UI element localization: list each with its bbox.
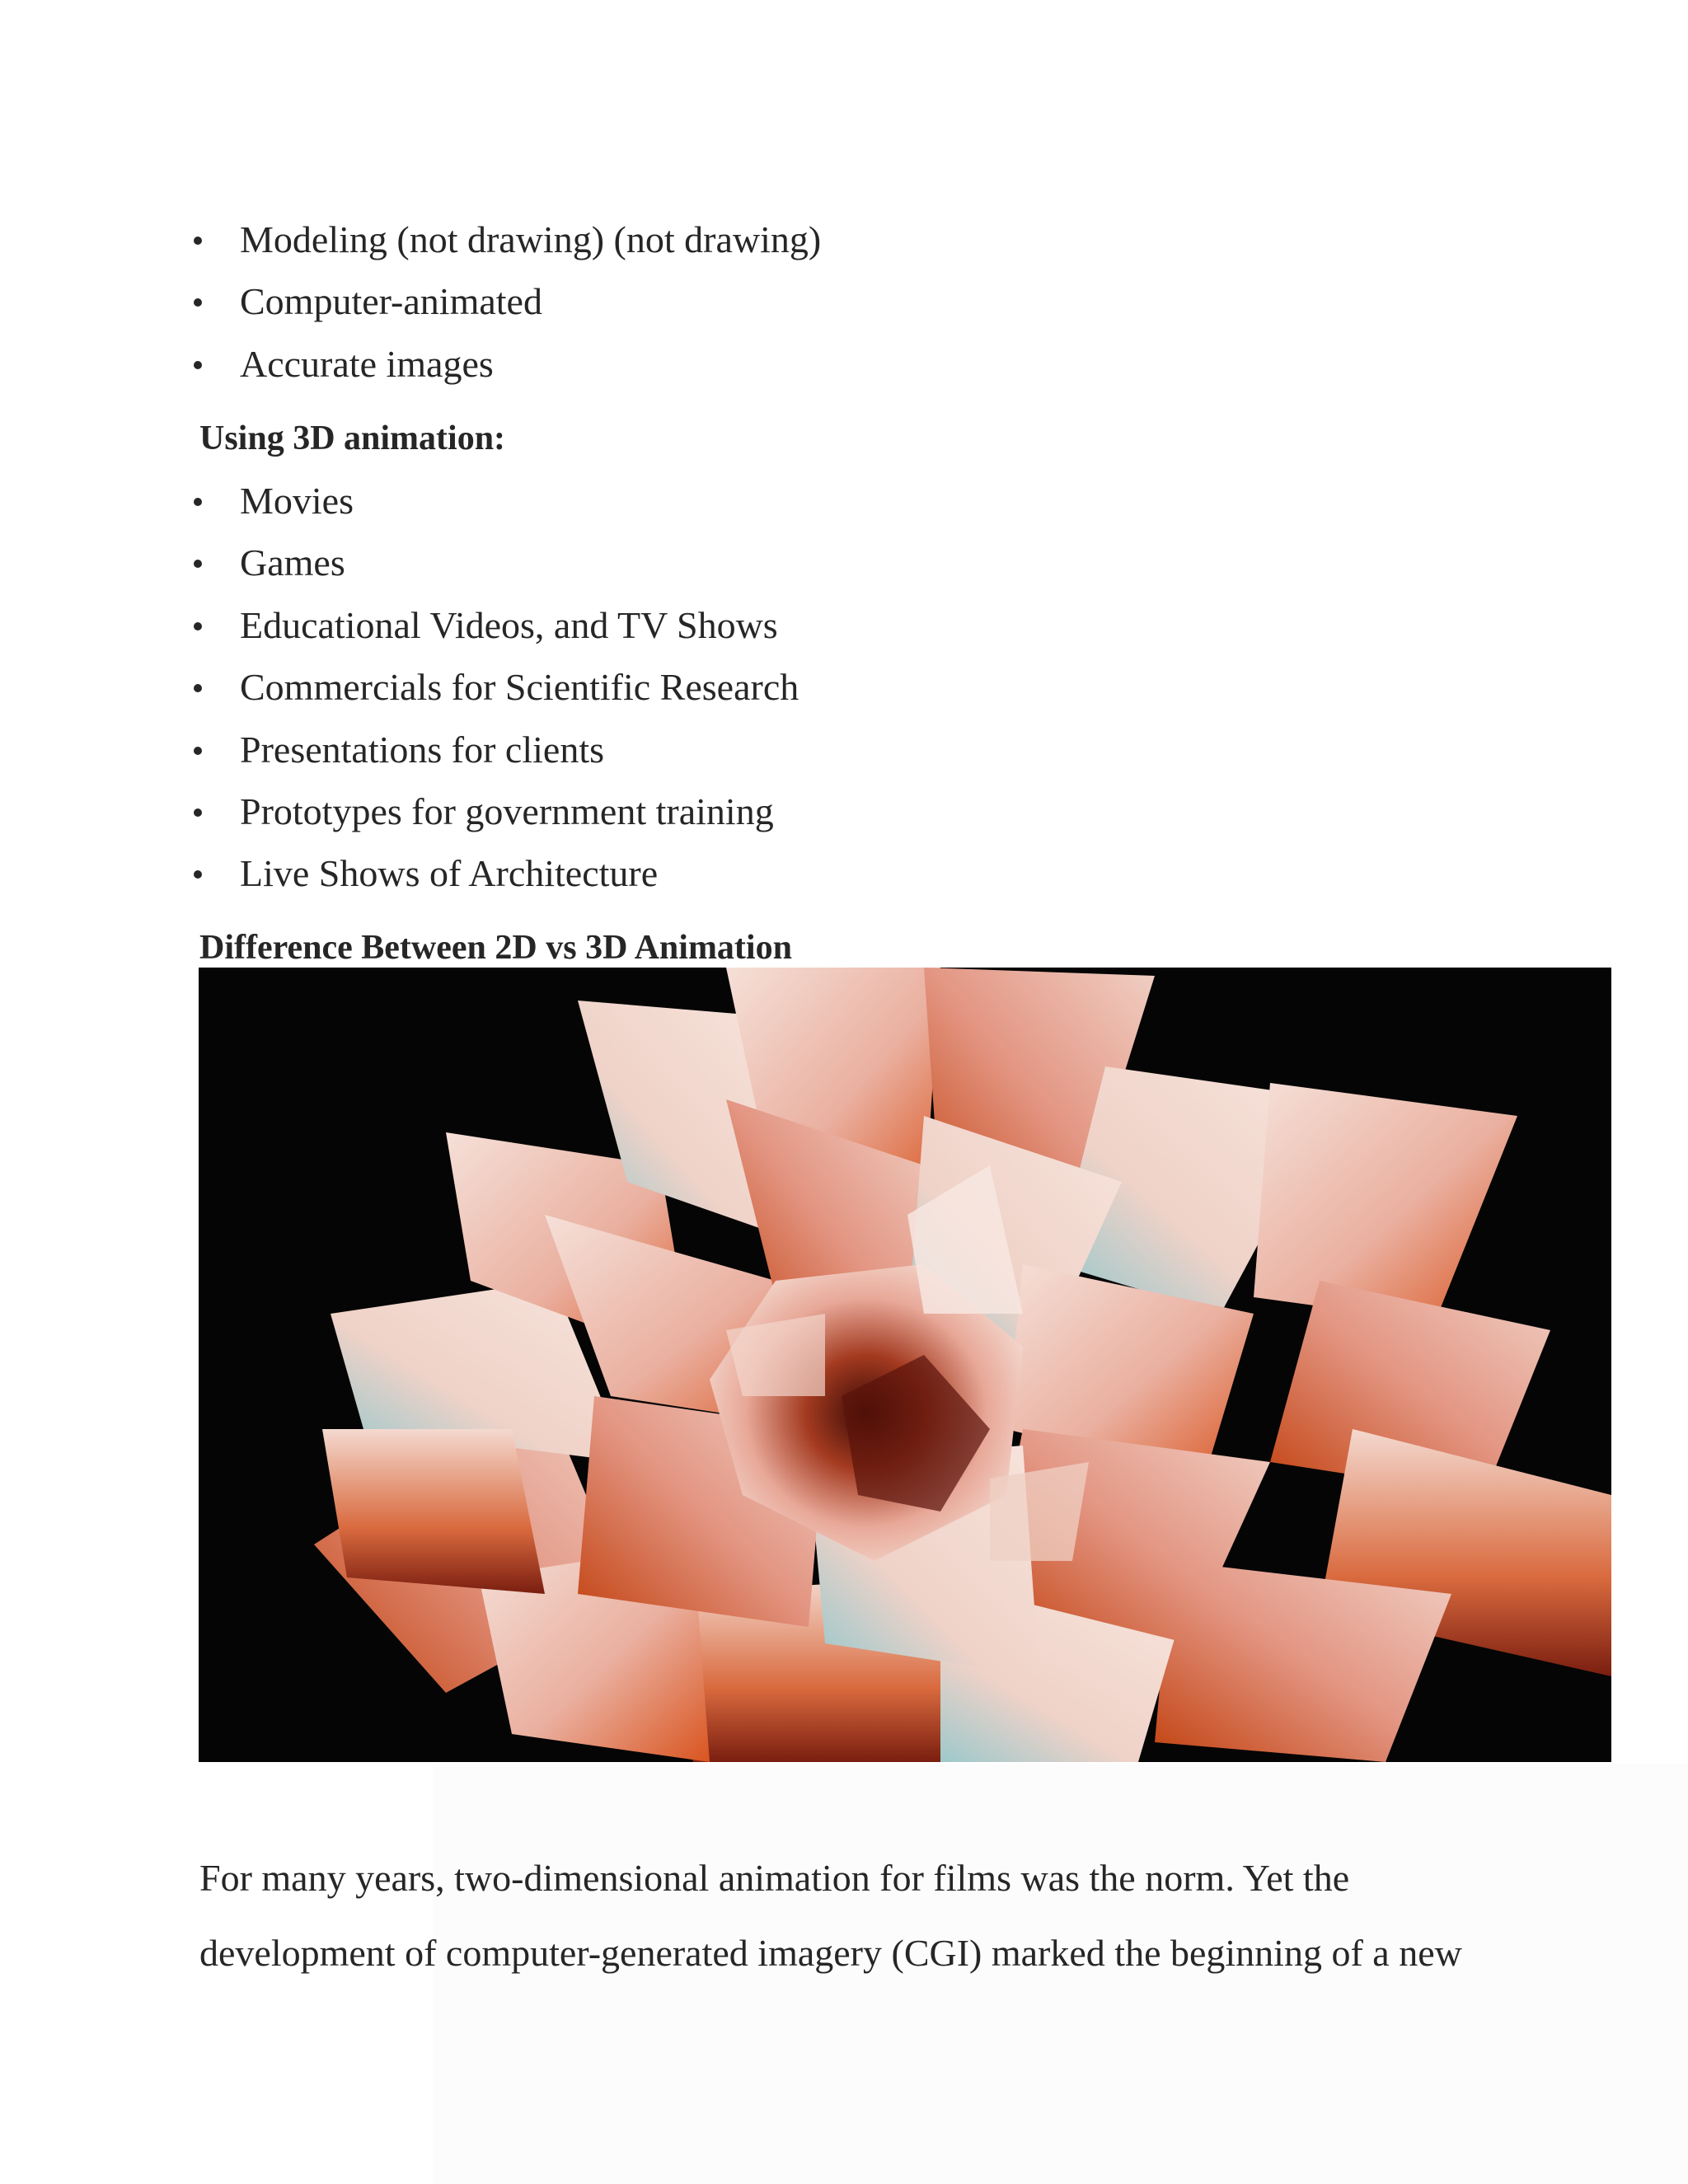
list-item: Computer-animated [0,270,1236,332]
list-item: Educational Videos, and TV Shows [0,594,1236,656]
bullet-icon [194,870,202,879]
bullet-icon [194,560,202,568]
uses-list [0,470,1236,905]
list-item: Live Shows of Architecture [0,842,1236,904]
bullet-icon [194,808,202,817]
list-item: Accurate images [0,333,1236,395]
paragraph-line-1: For many years, two-dimensional animation for films was the norm. Yet the [199,1857,1350,1899]
uses-heading: Using 3D animation: [199,419,506,457]
list-item: Commercials for Scientific Research [0,656,1236,718]
features-list [0,209,1236,395]
crystal-flower-icon [199,968,1611,1762]
list-item: Games [0,532,1236,593]
bullet-icon [194,237,202,245]
bullet-icon [194,498,202,506]
bullet-icon [194,298,202,307]
bullet-icon [194,684,202,692]
bullet-icon [194,747,202,755]
bullet-icon [194,622,202,630]
difference-heading: Difference Between 2D vs 3D Animation [199,929,792,967]
paragraph-line-2: development of computer-generated imagery (CGI) marked the beginning of a new [199,1932,1462,1974]
list-item: Presentations for clients [0,719,1236,780]
list-item: Modeling (not drawing) (not drawing) [0,209,1236,270]
list-item: Prototypes for government training [0,780,1236,842]
crystal-flower-image [199,968,1611,1762]
bullet-icon [194,361,202,369]
list-item: Movies [0,470,1236,532]
